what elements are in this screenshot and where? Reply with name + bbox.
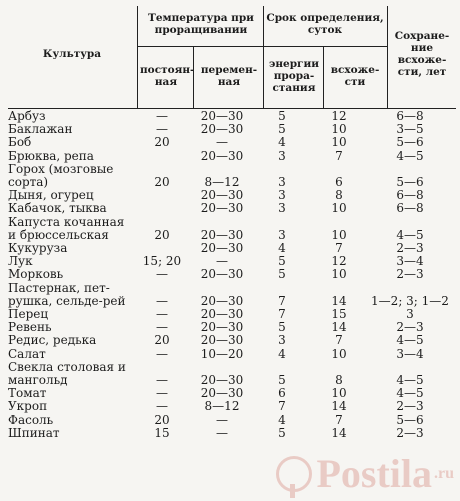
cell-name: Кукуруза	[8, 241, 68, 256]
cell-name: Шпинат	[8, 425, 60, 440]
cell-c2: 20—30	[200, 333, 244, 348]
cell-c2: 20—30	[200, 373, 244, 388]
cell-c4: 6	[335, 175, 343, 190]
cell-c5: 4—5	[396, 373, 424, 388]
cell-c3: 3	[278, 148, 286, 163]
cell-c1: —	[156, 386, 168, 401]
table-row	[8, 123, 450, 136]
cell-c1	[136, 202, 188, 215]
header-term: Срок определения, суток	[266, 12, 384, 36]
cell-c4: 12	[331, 109, 347, 123]
cell-c4: 10	[331, 122, 347, 137]
cell-c3: 5	[278, 122, 286, 137]
cell-c1: —	[156, 320, 168, 335]
cell-c3: 5	[278, 320, 286, 335]
table-row	[8, 400, 450, 413]
table-row	[8, 268, 450, 281]
cell-c2: 20—30	[200, 122, 244, 137]
rule-h-sub	[137, 46, 387, 47]
table-row	[8, 282, 450, 308]
cell-c5: 2—3	[396, 425, 424, 440]
cell-c2: 20—30	[200, 293, 244, 308]
cell-name: Фасоль	[8, 412, 54, 427]
cell-c3: 5	[278, 425, 286, 440]
cell-c3: 5	[278, 109, 286, 123]
table-row	[8, 348, 450, 361]
cell-name: Баклажан	[8, 122, 73, 137]
cell-c3: 4	[278, 412, 286, 427]
header-keep: Сохране-ние всхоже-сти, лет	[394, 30, 450, 78]
watermark	[276, 450, 454, 497]
cell-c5: 4—5	[396, 333, 424, 348]
table-row	[8, 216, 450, 242]
cell-name: Морковь	[8, 267, 64, 282]
rule-v-1	[137, 6, 138, 108]
cell-c1: —	[156, 307, 168, 322]
cell-c4: 7	[335, 241, 343, 256]
cell-c2: 20—30	[200, 227, 244, 242]
cell-c3: 4	[278, 241, 286, 256]
header-term-energy: энергии прора-стания	[268, 58, 320, 94]
rule-v-sub-1	[193, 46, 194, 108]
cell-c4: 10	[331, 346, 347, 361]
cell-c4: 14	[331, 399, 347, 414]
rule-v-sub-2	[323, 46, 324, 108]
cell-c5: 3	[406, 307, 414, 322]
cell-c3: 5	[278, 267, 286, 282]
table-row	[8, 414, 450, 427]
table-row	[8, 163, 450, 189]
cell-c2: 20—30	[200, 188, 244, 203]
cell-c2: 20—30	[200, 201, 244, 216]
cell-c3: 5	[278, 254, 286, 269]
cell-c3: 3	[278, 175, 286, 190]
cell-c4: 10	[331, 227, 347, 242]
cell-name: Лук	[8, 254, 33, 269]
cell-c2: 20—30	[200, 386, 244, 401]
cell-name: Салат	[8, 346, 46, 361]
table-row	[8, 150, 450, 163]
data-table	[8, 110, 450, 440]
cell-c5: 4—5	[396, 227, 424, 242]
table-row	[8, 361, 450, 387]
cell-c4: 8	[335, 373, 343, 388]
cell-c3: 7	[278, 293, 286, 308]
table-row	[8, 427, 450, 440]
cell-c3: 3	[278, 333, 286, 348]
cell-c5: 4—5	[396, 386, 424, 401]
cell-c5: 5—6	[396, 135, 424, 150]
table-row	[8, 136, 450, 149]
rule-v-2	[263, 6, 264, 108]
cell-c4: 12	[331, 254, 347, 269]
cell-c1: 20	[154, 333, 170, 348]
cell-c3: 4	[278, 346, 286, 361]
header-temp-constant: постоян-ная	[140, 64, 195, 88]
cell-c1	[136, 189, 188, 202]
cell-c3: 5	[278, 373, 286, 388]
cell-name: Горох (мозговые сорта)	[8, 161, 114, 190]
cell-c4: 7	[335, 412, 343, 427]
cell-c1: 20	[154, 175, 170, 190]
cell-c5: 6—8	[396, 109, 424, 123]
cell-c4: 7	[335, 148, 343, 163]
cell-name: Ревень	[8, 320, 52, 335]
cell-c4: 14	[331, 425, 347, 440]
cell-c1: 20	[154, 135, 170, 150]
cell-c2: 20—30	[200, 241, 244, 256]
cell-c5: 3—5	[396, 122, 424, 137]
header-temp-variable: перемен-ная	[200, 64, 258, 88]
cell-c5: 2—3	[396, 399, 424, 414]
cell-c1: —	[156, 122, 168, 137]
cell-c3: 4	[278, 135, 286, 150]
cell-c2: 8—12	[204, 399, 240, 414]
cell-c2: 20—30	[200, 307, 244, 322]
cell-name: Кабачок, тыква	[8, 201, 107, 216]
cell-c2: 8—12	[204, 175, 240, 190]
cell-name: Свекла столовая и мангольд	[8, 359, 126, 388]
cell-c3: 3	[278, 201, 286, 216]
cell-c3: 7	[278, 307, 286, 322]
cell-c1: —	[156, 399, 168, 414]
table-row	[8, 242, 450, 255]
cell-c2: —	[216, 254, 228, 269]
cell-c1: 20	[154, 227, 170, 242]
cell-c5: 2—3	[396, 267, 424, 282]
cell-name: Брюква, репа	[8, 148, 94, 163]
header-culture: Культура	[42, 48, 102, 60]
cell-c3: 3	[278, 227, 286, 242]
cell-c5: 1—2; 3; 1—2	[371, 293, 449, 308]
watermark-suffix: .ru	[434, 464, 454, 482]
cell-name: Редис, редька	[8, 333, 97, 348]
cell-c3: 6	[278, 386, 286, 401]
cell-name: Томат	[8, 386, 47, 401]
watermark-text: Postila	[316, 451, 432, 496]
cell-name: Перец	[8, 307, 49, 322]
cell-name: Боб	[8, 135, 32, 150]
cell-c4: 8	[335, 188, 343, 203]
rule-v-3	[387, 6, 388, 108]
cell-c5: 3—4	[396, 346, 424, 361]
cell-c1: —	[156, 109, 168, 123]
cell-name: Капуста кочанная и брюссельская	[8, 214, 125, 242]
cell-c5: 2—3	[396, 241, 424, 256]
cell-c4: 14	[331, 293, 347, 308]
cell-c4: 10	[331, 267, 347, 282]
cell-c1: —	[156, 373, 168, 388]
cell-c1: 20	[154, 412, 170, 427]
cell-c1: —	[156, 267, 168, 282]
cell-name: Пастернак, пет-рушка, сельде-рей	[8, 280, 126, 308]
cell-c1	[136, 150, 188, 163]
cell-c2: —	[216, 135, 228, 150]
cell-c5: 5—6	[396, 175, 424, 190]
cell-c4: 10	[331, 135, 347, 150]
cell-c1: 15; 20	[142, 254, 182, 269]
cell-c1: 15	[154, 425, 170, 440]
cell-c2: 20—30	[200, 267, 244, 282]
cell-c5: 6—8	[396, 188, 424, 203]
cell-c2: 20—30	[200, 148, 244, 163]
cell-c5: 6—8	[396, 201, 424, 216]
cell-c3: 3	[278, 188, 286, 203]
cell-c4: 14	[331, 320, 347, 335]
cell-c1: —	[156, 293, 168, 308]
cell-c2: 20—30	[200, 320, 244, 335]
cell-c2: 20—30	[200, 109, 244, 123]
cell-c2: 10—20	[200, 346, 244, 361]
table-row	[8, 202, 450, 215]
table-row	[8, 334, 450, 347]
cell-c1: —	[156, 346, 168, 361]
pin-icon	[276, 456, 312, 492]
cell-c5: 5—6	[396, 412, 424, 427]
cell-c5: 3—4	[396, 254, 424, 269]
cell-c4: 7	[335, 333, 343, 348]
cell-c5: 2—3	[396, 320, 424, 335]
header-term-germination: всхоже-сти	[330, 64, 380, 88]
cell-c3: 7	[278, 399, 286, 414]
cell-name: Дыня, огурец	[8, 188, 94, 203]
cell-c5: 4—5	[396, 148, 424, 163]
header-temperature: Температура при проращивании	[148, 12, 254, 36]
cell-name: Укроп	[8, 399, 48, 414]
cell-c2: —	[216, 412, 228, 427]
cell-c4: 10	[331, 386, 347, 401]
cell-c4: 15	[331, 307, 347, 322]
cell-c2: —	[216, 425, 228, 440]
cell-c4: 10	[331, 201, 347, 216]
cell-name: Арбуз	[8, 109, 46, 123]
